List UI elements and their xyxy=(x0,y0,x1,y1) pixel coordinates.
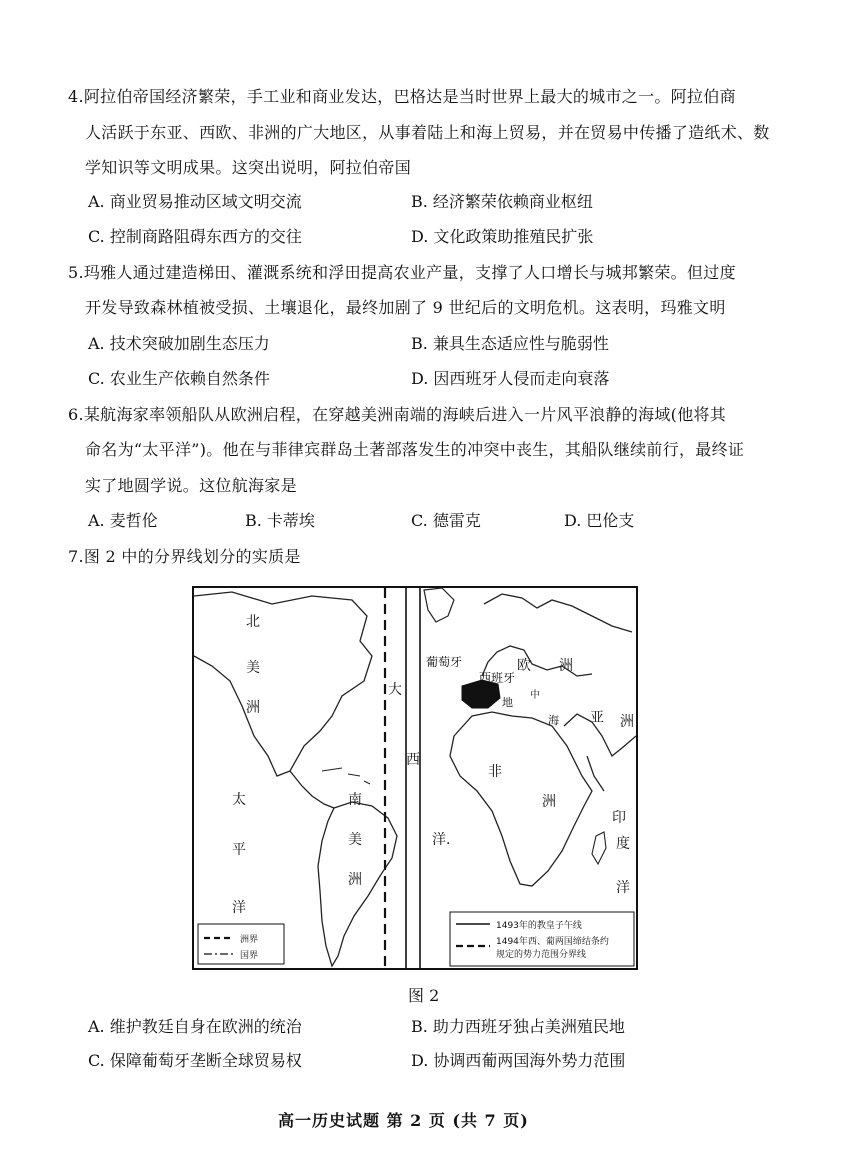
label-india-yin: 印 xyxy=(612,810,626,826)
legend-treaty-line-label-1: 1494年西、葡两国缔结条约 xyxy=(496,937,609,947)
legend-country-boundary-label: 国界 xyxy=(240,951,259,961)
q4-option-b: B. 经济繁荣依赖商业枢纽 xyxy=(411,192,593,211)
legend-treaty-line-label-2: 规定的势力范围分界线 xyxy=(496,950,587,960)
label-africa-zhou: 洲 xyxy=(542,794,556,810)
q6-option-b: B. 卡蒂埃 xyxy=(245,511,315,530)
label-america-mei: 美 xyxy=(246,660,260,676)
label-america-zhou: 洲 xyxy=(246,700,260,716)
label-south-zhou: 洲 xyxy=(348,872,362,888)
q4-stem-line-3: 学知识等文明成果。这突出说明，阿拉伯帝国 xyxy=(85,158,412,177)
q6-option-a: A. 麦哲伦 xyxy=(88,511,158,530)
figure-caption: 图 2 xyxy=(408,986,440,1005)
label-north: 北 xyxy=(246,614,260,630)
label-pacific-ping: 平 xyxy=(232,842,246,858)
q4-stem-line-2: 人活跃于东亚、西欧、非洲的广大地区，从事着陆上和海上贸易，并在贸易中传播了造纸术、数 xyxy=(85,123,770,142)
q6-option-d: D. 巴伦支 xyxy=(564,511,635,530)
label-south-mei: 美 xyxy=(348,832,362,848)
q5-stem-line-2: 开发导致森林植被受损、土壤退化，最终加剧了 9 世纪后的文明危机。这表明，玛雅文明 xyxy=(85,298,726,317)
q4-option-d: D. 文化政策助推殖民扩张 xyxy=(411,227,594,246)
label-pacific-yang: 洋 xyxy=(232,900,246,916)
label-asia-zhou: 洲 xyxy=(620,714,634,730)
q5-option-d: D. 因西班牙人侵而走向衰落 xyxy=(411,369,610,388)
q5-option-c: C. 农业生产依赖自然条件 xyxy=(88,369,270,388)
q5-option-b: B. 兼具生态适应性与脆弱性 xyxy=(411,334,609,353)
label-med-zhong: 中 xyxy=(530,690,540,701)
q7-option-c: C. 保障葡萄牙垄断全球贸易权 xyxy=(88,1051,302,1070)
q7-option-b: B. 助力西班牙独占美洲殖民地 xyxy=(411,1017,625,1036)
label-portugal: 葡萄牙 xyxy=(426,655,463,669)
q4-option-a: A. 商业贸易推动区域文明交流 xyxy=(88,192,302,211)
q6-stem-line-2: 命名为“太平洋”)。他在与菲律宾群岛土著部落发生的冲突中丧生，其船队继续前行，最终证 xyxy=(85,440,745,459)
label-india-du: 度 xyxy=(616,836,630,852)
q4-stem-line-1: 4.阿拉伯帝国经济繁荣，手工业和商业发达，巴格达是当时世界上最大的城市之一。阿拉伯商 xyxy=(68,87,736,106)
label-atlantic-xi: 西 xyxy=(406,752,420,768)
label-india-yang: 洋 xyxy=(616,880,630,896)
page-footer: 高一历史试题 第 2 页 (共 7 页) xyxy=(278,1111,529,1130)
label-africa-fei: 非 xyxy=(488,764,502,780)
q6-stem-line-3: 实了地圆学说。这位航海家是 xyxy=(85,476,297,495)
label-pacific-tai: 太 xyxy=(232,792,246,808)
label-asia-ya: 亚 xyxy=(590,710,604,726)
world-map-figure xyxy=(192,586,638,970)
q7-option-d: D. 协调西葡两国海外势力范围 xyxy=(411,1051,626,1070)
q6-option-c: C. 德雷克 xyxy=(411,511,481,530)
label-europe-zhou: 洲 xyxy=(559,658,573,674)
legend-continent-boundary-label: 洲界 xyxy=(240,935,259,945)
q4-option-c: C. 控制商路阻碍东西方的交往 xyxy=(88,227,302,246)
label-europe-ou: 欧 xyxy=(517,658,531,674)
label-south-nan: 南 xyxy=(348,792,362,808)
q5-stem-line-1: 5.玛雅人通过建造梯田、灌溉系统和浮田提高农业产量，支撑了人口增长与城邦繁荣。但过度 xyxy=(68,263,736,282)
legend-papal-meridian-label: 1493年的教皇子午线 xyxy=(496,921,582,931)
q7-stem-line-1: 7.图 2 中的分界线划分的实质是 xyxy=(68,547,301,566)
q5-option-a: A. 技术突破加剧生态压力 xyxy=(88,334,270,353)
label-atlantic-da: 大 xyxy=(388,682,402,698)
label-atlantic-yang: 洋. xyxy=(432,832,451,848)
q7-option-a: A. 维护教廷自身在欧洲的统治 xyxy=(88,1017,302,1036)
label-med-hai: 海 xyxy=(548,714,559,727)
world-map-svg xyxy=(192,586,638,970)
label-spain: 西班牙 xyxy=(479,671,516,685)
q6-stem-line-1: 6.某航海家率领船队从欧洲启程，在穿越美洲南端的海峡后进入一片风平浪静的海域(他将其 xyxy=(68,405,727,424)
label-med-di: 地 xyxy=(502,696,513,709)
